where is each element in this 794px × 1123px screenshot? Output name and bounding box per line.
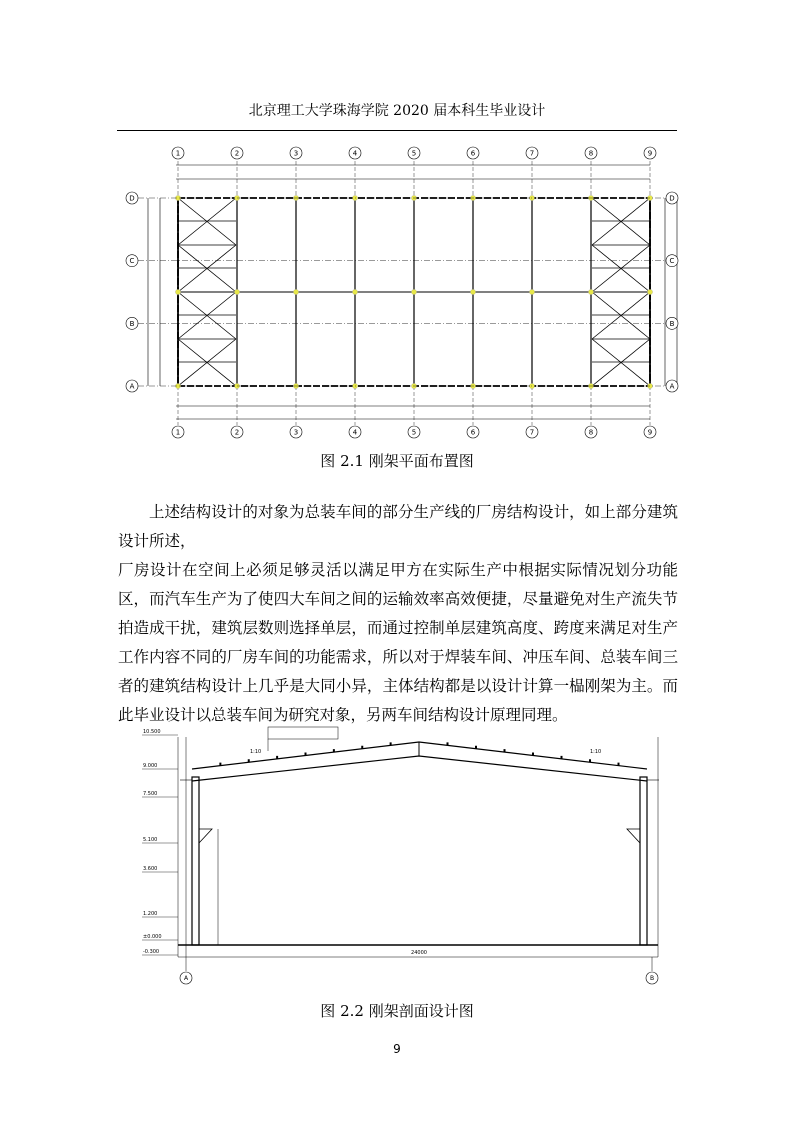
row-axis-label: B: [669, 319, 675, 328]
column-axis-label: 3: [293, 149, 299, 158]
figure-2-1-caption: 图 2.1 刚架平面布置图: [320, 452, 474, 470]
purlin: [532, 753, 534, 756]
purlin: [305, 753, 307, 756]
body-text: [118, 498, 678, 730]
elevation-label: 7.500: [143, 791, 158, 797]
row-axis-label: A: [669, 382, 675, 391]
column-node: [529, 289, 534, 294]
elevation-label: -0.300: [143, 949, 160, 955]
row-axis-label: C: [129, 257, 135, 266]
elevation-label: 9.000: [143, 763, 158, 769]
column-node: [234, 289, 239, 294]
column-axis-label: 3: [293, 428, 299, 437]
purlin: [390, 742, 392, 745]
paragraph-2: 厂房设计在空间上必须足够灵活以满足甲方在实际生产中根据实际情况划分功能区，而汽车生产为了使四大车间之间的运输效率高效便捷，尽量避免对生产流失节拍造成干扰，建筑层数则选择单层，而通过控制单层建筑高度、跨度来满足对生产工作内容不同的厂房车间的功能需求，所以对于焊装车间、冲压车间、总装车间三者的建筑结构设计上几乎是大同小异，主体结构都是以设计计算一榀刚架为主。而此毕业设计以总装车间为研究对象，另两车间结构设计原理同理。: [118, 561, 678, 724]
column-axis-label: 8: [588, 428, 594, 437]
purlin: [475, 746, 477, 749]
row-axis-label: D: [129, 194, 135, 203]
column-axis-label: 6: [470, 428, 476, 437]
row-axis-label: D: [669, 194, 675, 203]
elevation-label: 5.100: [143, 837, 158, 843]
column-axis-label: 7: [529, 149, 535, 158]
purlin: [618, 763, 620, 766]
purlin: [561, 756, 563, 759]
column-node: [470, 289, 475, 294]
span-dimension: 24000: [411, 950, 427, 956]
figure-2-2-caption: 图 2.2 刚架剖面设计图: [320, 1002, 474, 1020]
column-axis-label: 6: [470, 149, 476, 158]
column-node: [588, 289, 593, 294]
purlin: [276, 756, 278, 759]
column-axis-label: 8: [588, 149, 594, 158]
row-axis-label: A: [129, 382, 135, 391]
header-rule: [117, 130, 677, 131]
row-axis-label: B: [129, 319, 135, 328]
column-axis-label: 5: [411, 428, 417, 437]
running-header: 北京理工大学珠海学院 2020 届本科生毕业设计: [248, 103, 546, 119]
purlin: [589, 759, 591, 762]
section-elevation-labels: [142, 729, 178, 955]
axis-label-left: A: [183, 975, 189, 982]
column-node: [411, 289, 416, 294]
column-axis-label: 5: [411, 149, 417, 158]
column-node: [175, 289, 180, 294]
column-axis-label: 4: [352, 149, 358, 158]
axis-label-right: B: [649, 975, 655, 982]
row-axis-label: C: [669, 257, 675, 266]
column-node: [293, 289, 298, 294]
elevation-label: 1.200: [143, 911, 158, 917]
paragraph-1: 上述结构设计的对象为总装车间的部分生产线的厂房结构设计，如上部分建筑设计所述，: [118, 503, 678, 550]
column-node: [647, 289, 652, 294]
column-axis-label: 9: [647, 149, 653, 158]
section-drawing: [140, 725, 680, 990]
plan-drawing: [120, 143, 685, 443]
elevation-label: 3.600: [143, 866, 158, 872]
purlin: [361, 746, 363, 749]
column-axis-label: 1: [175, 149, 181, 158]
column-axis-label: 2: [234, 149, 240, 158]
page-number: 9: [393, 1042, 401, 1056]
column-axis-label: 1: [175, 428, 181, 437]
column-axis-label: 7: [529, 428, 535, 437]
slope-label-left: 1:10: [250, 749, 262, 755]
column-axis-label: 2: [234, 428, 240, 437]
purlin: [219, 763, 221, 766]
slope-label-right: 1:10: [590, 749, 602, 755]
column-node: [352, 289, 357, 294]
purlin: [504, 749, 506, 752]
column-axis-label: 9: [647, 428, 653, 437]
elevation-label: 10.500: [143, 729, 161, 735]
purlin: [447, 742, 449, 745]
purlin: [333, 749, 335, 752]
elevation-label: ±0.000: [143, 934, 162, 940]
purlin: [248, 759, 250, 762]
column-axis-label: 4: [352, 428, 358, 437]
